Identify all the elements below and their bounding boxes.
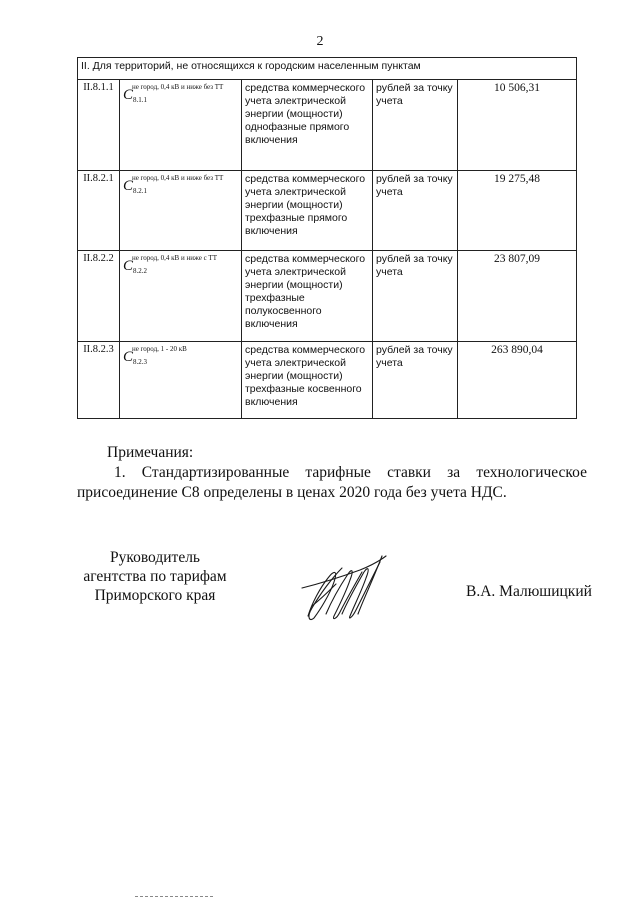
formula-superscript: нe город, 0,4 кВ и ниже с ТТ	[132, 254, 217, 262]
row-value: 263 890,04	[458, 342, 577, 419]
position-line: агентства по тарифам	[83, 568, 227, 585]
row-value: 23 807,09	[458, 251, 577, 342]
signatory-position	[75, 548, 235, 605]
row-code: II.8.2.2	[78, 251, 120, 342]
formula-symbol: C	[123, 87, 134, 103]
formula-cell	[120, 171, 242, 251]
row-code: II.8.1.1	[78, 80, 120, 171]
table-row	[78, 171, 577, 251]
row-description: средства коммерческого учета электрической энергии (мощности) трехфазные косвенного включения	[242, 342, 373, 419]
scan-artifact	[135, 895, 215, 898]
formula-symbol: C	[123, 178, 134, 194]
row-code: II.8.2.3	[78, 342, 120, 419]
formula-cell	[120, 342, 242, 419]
row-value: 10 506,31	[458, 80, 577, 171]
handwritten-signature	[298, 548, 390, 623]
formula-superscript: нe город, 0,4 кВ и ниже без ТТ	[132, 174, 224, 182]
formula-subscript: 8.2.1	[133, 187, 147, 195]
row-description: средства коммерческого учета электрической энергии (мощности) трехфазные прямого включения	[242, 171, 373, 251]
section-header: II. Для территорий, не относящихся к городским населенным пунктам	[78, 58, 577, 80]
formula-superscript: нe город, 0,4 кВ и ниже без ТТ	[132, 83, 224, 91]
note-item-line: присоединение С8 определены в ценах 2020 года без учета НДС.	[77, 484, 507, 501]
row-code: II.8.2.1	[78, 171, 120, 251]
formula-cell	[120, 251, 242, 342]
rate-formula	[123, 344, 235, 370]
row-value: 19 275,48	[458, 171, 577, 251]
rate-formula	[123, 82, 235, 108]
row-description: средства коммерческого учета электрической энергии (мощности) однофазные прямого включения	[242, 80, 373, 171]
formula-superscript: нe город, 1 - 20 кВ	[132, 345, 187, 353]
rate-formula	[123, 173, 235, 199]
notes-section	[77, 443, 587, 503]
rate-formula	[123, 253, 235, 279]
position-line: Приморского края	[94, 587, 216, 604]
formula-symbol: C	[123, 349, 134, 365]
note-item-line: 1. Стандартизированные тарифные ставки за технологическое	[114, 464, 587, 481]
row-unit: рублей за точку учета	[373, 342, 458, 419]
table-row	[78, 80, 577, 171]
table-row	[78, 251, 577, 342]
row-unit: рублей за точку учета	[373, 251, 458, 342]
tariff-table	[77, 57, 577, 419]
position-line: Руководитель	[109, 549, 201, 566]
row-unit: рублей за точку учета	[373, 171, 458, 251]
notes-title: Примечания:	[107, 444, 194, 461]
formula-subscript: 8.1.1	[133, 96, 147, 104]
signatory-name: В.А. Малюшицкий	[466, 583, 592, 600]
formula-subscript: 8.2.3	[133, 358, 147, 366]
page-number: 2	[316, 34, 324, 49]
table-row	[78, 342, 577, 419]
row-description: средства коммерческого учета электрической энергии (мощности) трехфазные полукосвенного включения	[242, 251, 373, 342]
formula-subscript: 8.2.2	[133, 267, 147, 275]
formula-cell	[120, 80, 242, 171]
formula-symbol: C	[123, 258, 134, 274]
row-unit: рублей за точку учета	[373, 80, 458, 171]
